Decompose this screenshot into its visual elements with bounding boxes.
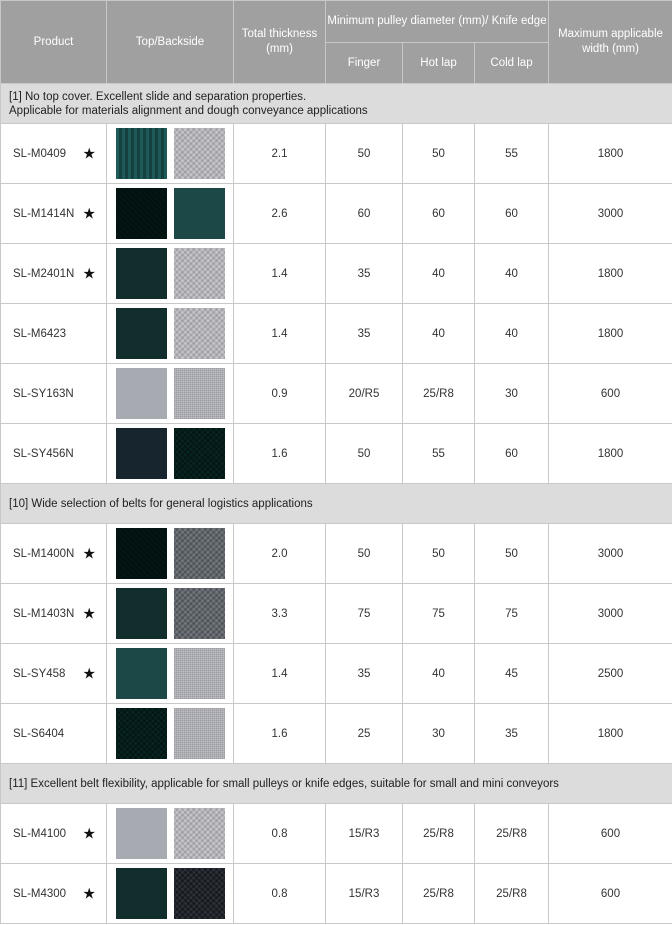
product-name: SL-M6423 xyxy=(13,327,67,340)
swatch-cell xyxy=(107,184,234,244)
swatch-cell xyxy=(107,804,234,864)
product-name: SL-M1403N xyxy=(13,607,75,620)
backside-swatch xyxy=(174,188,225,239)
backside-swatch xyxy=(174,588,225,639)
backside-swatch xyxy=(174,368,225,419)
product-name: SL-M4100 xyxy=(13,827,67,840)
product-cell xyxy=(1,644,107,704)
product-name: SL-M2401N xyxy=(13,267,75,280)
product-cell xyxy=(1,804,107,864)
header-min-pulley: Minimum pulley diameter (mm)/ Knife edge xyxy=(326,1,549,43)
max-width-cell: 3000 xyxy=(549,184,672,244)
cold-lap-cell: 75 xyxy=(475,584,549,644)
header-max-width: Maximum applicable width (mm) xyxy=(549,1,672,84)
header-cold-lap: Cold lap xyxy=(475,43,549,84)
backside-swatch xyxy=(174,868,225,919)
product-cell xyxy=(1,584,107,644)
max-width-cell: 3000 xyxy=(549,524,672,584)
swatch-cell xyxy=(107,244,234,304)
max-width-cell: 1800 xyxy=(549,424,672,484)
cold-lap-cell: 40 xyxy=(475,244,549,304)
table-row xyxy=(1,584,672,644)
top-surface-swatch xyxy=(116,528,167,579)
table-row xyxy=(1,124,672,184)
max-width-cell: 1800 xyxy=(549,704,672,764)
table-row xyxy=(1,244,672,304)
finger-cell: 50 xyxy=(326,124,403,184)
hot-lap-cell: 40 xyxy=(403,244,475,304)
thickness-cell: 2.6 xyxy=(234,184,326,244)
section-title-line: Applicable for materials alignment and dough conveyance applications xyxy=(9,104,368,117)
section-row xyxy=(1,484,672,524)
finger-cell: 35 xyxy=(326,244,403,304)
hot-lap-cell: 75 xyxy=(403,584,475,644)
thickness-cell: 1.6 xyxy=(234,704,326,764)
header-finger: Finger xyxy=(326,43,403,84)
section-title-line: [11] Excellent belt flexibility, applicable for small pulleys or knife edges, suitable for small and mini conveyors xyxy=(9,777,559,790)
product-cell xyxy=(1,424,107,484)
cold-lap-cell: 60 xyxy=(475,424,549,484)
header-top-backside: Top/Backside xyxy=(107,1,234,84)
max-width-cell: 1800 xyxy=(549,304,672,364)
top-surface-swatch xyxy=(116,428,167,479)
cold-lap-cell: 25/R8 xyxy=(475,804,549,864)
section-title-line: [1] No top cover. Excellent slide and separation properties. xyxy=(9,90,307,103)
finger-cell: 35 xyxy=(326,304,403,364)
max-width-cell: 1800 xyxy=(549,244,672,304)
max-width-cell: 2500 xyxy=(549,644,672,704)
star-icon: ★ xyxy=(82,205,96,222)
max-width-cell: 1800 xyxy=(549,124,672,184)
backside-swatch xyxy=(174,428,225,479)
hot-lap-cell: 55 xyxy=(403,424,475,484)
header-hot-lap: Hot lap xyxy=(403,43,475,84)
hot-lap-cell: 60 xyxy=(403,184,475,244)
table-row xyxy=(1,804,672,864)
hot-lap-cell: 40 xyxy=(403,644,475,704)
table-row xyxy=(1,304,672,364)
section-title xyxy=(1,764,672,804)
thickness-cell: 1.4 xyxy=(234,304,326,364)
product-cell xyxy=(1,864,107,924)
product-name: SL-SY456N xyxy=(13,447,74,460)
star-icon: ★ xyxy=(82,605,96,622)
max-width-cell: 600 xyxy=(549,364,672,424)
top-surface-swatch xyxy=(116,188,167,239)
section-title xyxy=(1,484,672,524)
hot-lap-cell: 50 xyxy=(403,124,475,184)
section-title-line: [10] Wide selection of belts for general logistics applications xyxy=(9,497,313,510)
table-row xyxy=(1,424,672,484)
section-row xyxy=(1,84,672,124)
product-name: SL-M0409 xyxy=(13,147,67,160)
swatch-cell xyxy=(107,524,234,584)
cold-lap-cell: 45 xyxy=(475,644,549,704)
top-surface-swatch xyxy=(116,868,167,919)
table-row xyxy=(1,644,672,704)
product-name: SL-S6404 xyxy=(13,727,65,740)
max-width-cell: 600 xyxy=(549,864,672,924)
cold-lap-cell: 30 xyxy=(475,364,549,424)
top-surface-swatch xyxy=(116,708,167,759)
star-icon: ★ xyxy=(82,885,96,902)
finger-cell: 75 xyxy=(326,584,403,644)
finger-cell: 15/R3 xyxy=(326,864,403,924)
star-icon: ★ xyxy=(82,825,96,842)
backside-swatch xyxy=(174,128,225,179)
backside-swatch xyxy=(174,248,225,299)
header-product: Product xyxy=(1,1,107,84)
star-icon: ★ xyxy=(82,145,96,162)
swatch-cell xyxy=(107,424,234,484)
cold-lap-cell: 60 xyxy=(475,184,549,244)
finger-cell: 20/R5 xyxy=(326,364,403,424)
product-cell xyxy=(1,704,107,764)
product-cell xyxy=(1,524,107,584)
cold-lap-cell: 35 xyxy=(475,704,549,764)
product-name: SL-SY458 xyxy=(13,667,66,680)
top-surface-swatch xyxy=(116,588,167,639)
product-name: SL-M1414N xyxy=(13,207,75,220)
cold-lap-cell: 25/R8 xyxy=(475,864,549,924)
hot-lap-cell: 30 xyxy=(403,704,475,764)
max-width-cell: 3000 xyxy=(549,584,672,644)
top-surface-swatch xyxy=(116,248,167,299)
table-row xyxy=(1,704,672,764)
thickness-cell: 0.8 xyxy=(234,804,326,864)
cold-lap-cell: 55 xyxy=(475,124,549,184)
max-width-cell: 600 xyxy=(549,804,672,864)
swatch-cell xyxy=(107,124,234,184)
table-row xyxy=(1,864,672,924)
thickness-cell: 2.1 xyxy=(234,124,326,184)
finger-cell: 25 xyxy=(326,704,403,764)
cold-lap-cell: 50 xyxy=(475,524,549,584)
thickness-cell: 2.0 xyxy=(234,524,326,584)
top-surface-swatch xyxy=(116,648,167,699)
product-cell xyxy=(1,124,107,184)
table-row xyxy=(1,364,672,424)
product-cell xyxy=(1,184,107,244)
hot-lap-cell: 25/R8 xyxy=(403,864,475,924)
backside-swatch xyxy=(174,808,225,859)
cold-lap-cell: 40 xyxy=(475,304,549,364)
table-row xyxy=(1,184,672,244)
star-icon: ★ xyxy=(82,545,96,562)
swatch-cell xyxy=(107,584,234,644)
product-name: SL-M1400N xyxy=(13,547,75,560)
finger-cell: 50 xyxy=(326,424,403,484)
thickness-cell: 0.9 xyxy=(234,364,326,424)
hot-lap-cell: 25/R8 xyxy=(403,364,475,424)
table-row xyxy=(1,524,672,584)
hot-lap-cell: 25/R8 xyxy=(403,804,475,864)
product-name: SL-M4300 xyxy=(13,887,67,900)
finger-cell: 35 xyxy=(326,644,403,704)
thickness-cell: 1.4 xyxy=(234,644,326,704)
table-body xyxy=(1,84,672,924)
backside-swatch xyxy=(174,308,225,359)
star-icon: ★ xyxy=(82,665,96,682)
thickness-cell: 0.8 xyxy=(234,864,326,924)
backside-swatch xyxy=(174,648,225,699)
swatch-cell xyxy=(107,304,234,364)
section-title xyxy=(1,84,672,124)
finger-cell: 15/R3 xyxy=(326,804,403,864)
header-total-thickness: Total thickness (mm) xyxy=(234,1,326,84)
section-row xyxy=(1,764,672,804)
thickness-cell: 1.6 xyxy=(234,424,326,484)
hot-lap-cell: 40 xyxy=(403,304,475,364)
swatch-cell xyxy=(107,704,234,764)
finger-cell: 50 xyxy=(326,524,403,584)
product-cell xyxy=(1,244,107,304)
top-surface-swatch xyxy=(116,308,167,359)
backside-swatch xyxy=(174,708,225,759)
finger-cell: 60 xyxy=(326,184,403,244)
swatch-cell xyxy=(107,364,234,424)
star-icon: ★ xyxy=(82,265,96,282)
product-name: SL-SY163N xyxy=(13,387,74,400)
top-surface-swatch xyxy=(116,368,167,419)
product-cell xyxy=(1,364,107,424)
backside-swatch xyxy=(174,528,225,579)
top-surface-swatch xyxy=(116,128,167,179)
thickness-cell: 3.3 xyxy=(234,584,326,644)
thickness-cell: 1.4 xyxy=(234,244,326,304)
swatch-cell xyxy=(107,864,234,924)
swatch-cell xyxy=(107,644,234,704)
hot-lap-cell: 50 xyxy=(403,524,475,584)
top-surface-swatch xyxy=(116,808,167,859)
product-cell xyxy=(1,304,107,364)
